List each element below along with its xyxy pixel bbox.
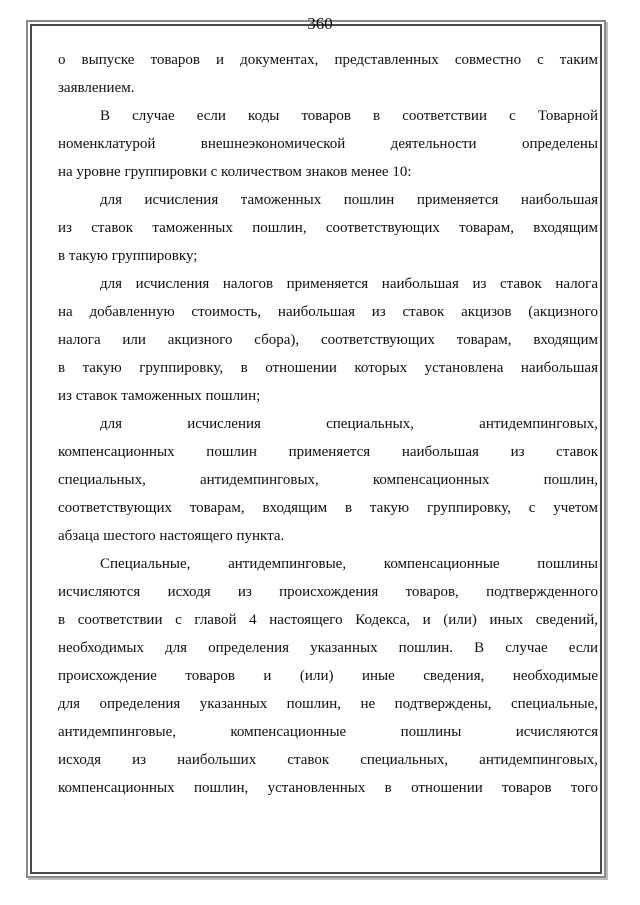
text-line: антидемпинговые, компенсационные пошлины исчисляются <box>58 724 598 740</box>
text-line: для исчисления налогов применяется наибольшая из ставок налога <box>100 276 598 292</box>
text-line: в такую группировку; <box>58 248 198 264</box>
text-line: для исчисления таможенных пошлин применяется наибольшая <box>100 192 598 208</box>
text-line: исчисляются исходя из происхождения товаров, подтвержденного <box>58 584 598 600</box>
text-line: необходимых для определения указанных пошлин. В случае если <box>58 640 598 656</box>
text-line: о выпуске товаров и документах, представленных совместно с таким <box>58 52 598 68</box>
text-line: в такую группировку, в отношении которых установлена наибольшая <box>58 360 598 376</box>
text-line: для определения указанных пошлин, не подтверждены, специальные, <box>58 696 598 712</box>
text-line: для исчисления специальных, антидемпинговых, <box>100 416 598 432</box>
text-line: из ставок таможенных пошлин; <box>58 388 261 404</box>
text-line: специальных, антидемпинговых, компенсационных пошлин, <box>58 472 598 488</box>
text-line: В случае если коды товаров в соответствии с Товарной <box>100 108 598 124</box>
text-line: в соответствии с главой 4 настоящего Кодекса, и (или) иных сведений, <box>58 612 598 628</box>
text-line: компенсационных пошлин, установленных в отношении товаров того <box>58 780 598 796</box>
text-line: из ставок таможенных пошлин, соответствующих товарам, входящим <box>58 220 598 236</box>
text-line: происхождение товаров и (или) иные сведения, необходимые <box>58 668 598 684</box>
text-line: абзаца шестого настоящего пункта. <box>58 528 285 544</box>
text-line: исходя из наибольших ставок специальных, антидемпинговых, <box>58 752 598 768</box>
text-line: Специальные, антидемпинговые, компенсационные пошлины <box>100 556 598 572</box>
text-line: на уровне группировки с количеством знаков менее 10: <box>58 164 412 180</box>
text-line: налога или акцизного сбора), соответствующих товарам, входящим <box>58 332 598 348</box>
text-line: соответствующих товарам, входящим в такую группировку, с учетом <box>58 500 598 516</box>
page-number: 360 <box>307 14 333 33</box>
text-line: заявлением. <box>58 80 135 96</box>
text-line: номенклатурой внешнеэкономической деятельности определены <box>58 136 598 152</box>
document-body <box>58 46 598 802</box>
text-line: на добавленную стоимость, наибольшая из ставок акцизов (акцизного <box>58 304 598 320</box>
text-line: компенсационных пошлин применяется наибольшая из ставок <box>58 444 598 460</box>
